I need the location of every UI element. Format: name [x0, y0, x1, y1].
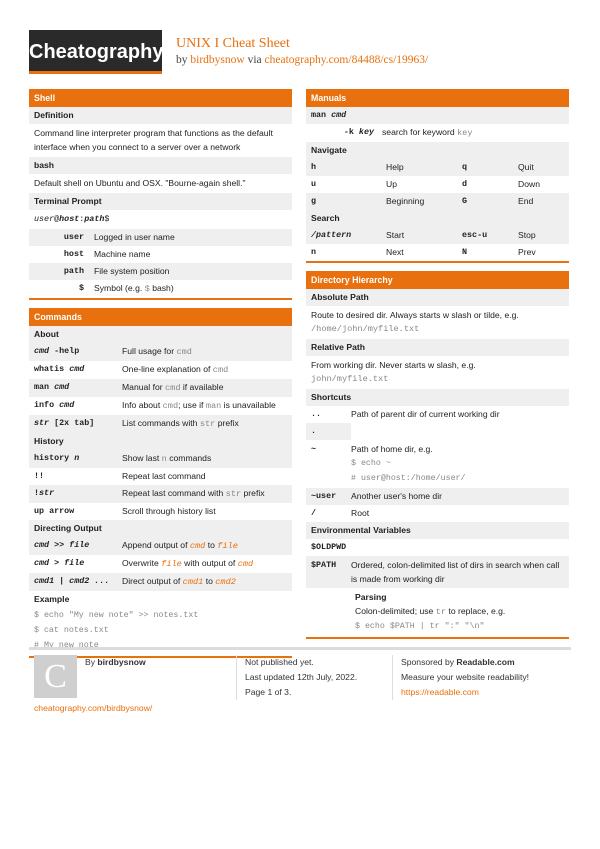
- desc-code: cmd: [176, 347, 192, 357]
- key: g: [311, 196, 317, 206]
- key-desc: Prev: [518, 247, 536, 257]
- prompt-host: host: [59, 214, 80, 224]
- key-desc: Stop: [518, 230, 536, 240]
- prompt-user: user: [34, 214, 55, 224]
- command-desc: [122, 361, 292, 379]
- row-desc: File system position: [94, 266, 170, 276]
- shortcut-desc: [351, 423, 569, 440]
- desc-text: to: [205, 540, 218, 550]
- cheatography-logo[interactable]: Cheatography: [29, 30, 162, 74]
- sheet-url-link[interactable]: cheatography.com/84488/cs/19963/: [264, 54, 429, 66]
- env-desc: Ordered, colon-delimited list of dirs in search when call is made from working dir: [351, 560, 560, 584]
- table-row: [306, 227, 569, 244]
- desc-text: prefix: [215, 418, 239, 428]
- command-key: cmd >> file: [34, 540, 90, 550]
- desc-text: with output of: [181, 558, 238, 568]
- desc-text: if available: [180, 382, 224, 392]
- desc-text: search for keyword: [382, 127, 457, 137]
- table-row: [29, 246, 292, 263]
- cmd-part: history: [34, 453, 75, 463]
- man-command: [306, 107, 516, 124]
- desc-code: str: [225, 489, 242, 499]
- key-desc: Start: [386, 230, 405, 240]
- table-row: [29, 263, 292, 280]
- table-row: [29, 343, 292, 361]
- subheading: Relative Path: [306, 339, 569, 356]
- prompt-example: [29, 210, 292, 229]
- directory-section: [306, 271, 569, 639]
- desc-text: prefix: [241, 488, 265, 498]
- table-row: [306, 539, 569, 556]
- shortcut-key: /: [311, 508, 317, 518]
- parsing-heading: Parsing: [355, 592, 387, 602]
- desc-text: List commands with: [122, 418, 200, 428]
- section-title: Directory Hierarchy: [306, 271, 569, 289]
- table-row: [29, 555, 292, 573]
- published-status: Not published yet.: [245, 657, 314, 667]
- table-row: [29, 503, 292, 520]
- command-key: [29, 450, 122, 467]
- desc-code: man: [205, 401, 222, 411]
- prompt-dollar: $: [104, 214, 110, 224]
- byline: [176, 54, 428, 66]
- desc-code: cmd2: [215, 577, 236, 587]
- shortcut-key: ~user: [311, 491, 337, 501]
- table-row: [29, 379, 292, 397]
- prompt-path: path: [84, 214, 105, 224]
- desc-text: bash): [149, 283, 174, 293]
- desc-code: $: [144, 284, 150, 294]
- key-desc: Beginning: [386, 196, 425, 206]
- table-row: [29, 397, 292, 415]
- navigate-table: [306, 159, 569, 210]
- code-line: # My new note: [34, 641, 99, 650]
- footer-author-link[interactable]: birdbysnow: [97, 657, 146, 667]
- key-desc: Help: [386, 162, 404, 172]
- desc-text: commands: [166, 453, 212, 463]
- key: q: [462, 162, 468, 172]
- desc-text: Scroll through history list: [122, 506, 216, 516]
- shortcut-desc: Another user's home dir: [351, 491, 442, 501]
- right-column: [306, 89, 569, 647]
- subheading: History: [29, 433, 292, 450]
- key-desc: Up: [386, 179, 397, 189]
- via-label: via: [247, 54, 262, 66]
- shortcut-desc: [351, 442, 466, 486]
- command-desc: [122, 397, 292, 415]
- desc-text: Info about: [122, 400, 163, 410]
- parsing-desc: [355, 604, 564, 619]
- command-desc: [122, 450, 292, 468]
- manuals-section: [306, 89, 569, 263]
- row-key: host: [63, 249, 84, 259]
- command-key: [29, 415, 122, 432]
- desc-code: tr: [435, 607, 447, 617]
- footer-author: [85, 655, 146, 670]
- desc-text: Path of home dir, e.g.: [351, 444, 433, 454]
- footer-divider-1: [236, 655, 237, 700]
- sponsor-label: Sponsored by: [401, 657, 457, 667]
- table-row: [29, 415, 292, 433]
- section-title: Manuals: [306, 89, 569, 107]
- desc-code: file: [217, 541, 238, 551]
- left-column: [29, 89, 292, 666]
- command-key: [29, 485, 122, 502]
- rel-code: john/myfile.txt: [311, 374, 389, 384]
- desc-text: to replace, e.g.: [446, 606, 506, 616]
- row-key: path: [63, 266, 84, 276]
- search-table: [306, 227, 569, 261]
- section-title: Shell: [29, 89, 292, 107]
- subheading: Terminal Prompt: [29, 193, 292, 210]
- command-desc: [122, 379, 292, 397]
- command-key: [29, 503, 122, 520]
- command-desc: [122, 503, 292, 520]
- footer-divider: [29, 647, 571, 650]
- page-title: UNIX I Cheat Sheet: [176, 36, 290, 51]
- key: esc-u: [462, 230, 488, 240]
- desc-text: One-line explanation of: [122, 364, 213, 374]
- cmd-part: cmd: [54, 382, 70, 392]
- desc-text: Append output of: [122, 540, 190, 550]
- subheading: bash: [29, 157, 292, 174]
- command-key: [29, 343, 122, 360]
- subheading: Directing Output: [29, 520, 292, 537]
- table-row: [306, 440, 569, 488]
- desc-text: Overwrite: [122, 558, 162, 568]
- shortcut-desc: Path of parent dir of current working dir: [351, 409, 500, 419]
- cmd-part: n: [74, 453, 80, 463]
- subheading: Environmental Variables: [306, 522, 569, 539]
- env-var: $PATH: [311, 560, 337, 570]
- desc-code: file: [161, 559, 182, 569]
- row-key: user: [63, 232, 84, 242]
- abs-code: /home/john/myfile.txt: [311, 324, 420, 334]
- table-row: [29, 573, 292, 591]
- cmd-part: cmd: [69, 364, 85, 374]
- subheading: Navigate: [306, 142, 569, 159]
- k-desc: [382, 124, 472, 142]
- desc-code: cmd: [165, 383, 181, 393]
- last-updated: Last updated 12th July, 2022.: [245, 672, 358, 682]
- cmd-part: !: [34, 488, 40, 498]
- desc-text: Colon-delimited; use: [355, 606, 436, 616]
- desc-code: str: [199, 419, 216, 429]
- cmd-part: [2x tab]: [49, 418, 95, 428]
- shell-section: [29, 89, 292, 300]
- table-row: [306, 505, 569, 522]
- table-row: [306, 556, 569, 588]
- desc-text: is unavailable: [221, 400, 276, 410]
- table-row: [29, 537, 292, 555]
- desc-code: n: [161, 454, 167, 464]
- table-row: [306, 176, 569, 193]
- flag: -k: [343, 127, 359, 137]
- cmd-part: whatis: [34, 364, 70, 374]
- code-line: $ echo "My new note" >> notes.txt: [34, 611, 199, 620]
- footer-meta: [245, 655, 357, 700]
- table-row: [29, 280, 292, 298]
- desc-code: cmd: [162, 401, 179, 411]
- bash-text: Default shell on Ubuntu and OSX. "Bourne-again shell.": [34, 178, 246, 188]
- cmd-part: info: [34, 400, 60, 410]
- history-table: [29, 450, 292, 520]
- desc-code: cmd: [237, 559, 254, 569]
- table-row: [29, 361, 292, 379]
- row-desc: Machine name: [94, 249, 151, 259]
- key-desc: Down: [518, 179, 540, 189]
- author-url-link[interactable]: cheatography.com/birdbysnow/: [34, 703, 153, 713]
- desc-code: cmd: [189, 541, 206, 551]
- table-row: [306, 406, 569, 423]
- subheading: Definition: [29, 107, 292, 124]
- key: h: [311, 162, 317, 172]
- desc-text: Direct output of: [122, 576, 183, 586]
- definition-text: Command line interpreter program that functions as the default interface when you connect to a server over a network: [34, 128, 273, 152]
- subheading: Absolute Path: [306, 289, 569, 306]
- desc-text: ; use if: [178, 400, 206, 410]
- page-number: Page 1 of 3.: [245, 687, 292, 697]
- man-arg: cmd: [331, 110, 347, 120]
- code-line: $ cat notes.txt: [34, 626, 109, 635]
- by-label: By: [85, 657, 98, 667]
- rel-desc: From working dir. Never starts w slash, e.g.: [311, 360, 476, 370]
- command-key: [29, 361, 122, 378]
- sponsor-tagline: Measure your website readability!: [401, 672, 530, 682]
- command-key: [29, 397, 122, 414]
- desc-text: Repeat last command with: [122, 488, 226, 498]
- command-desc: [122, 468, 292, 485]
- footer-sponsor: [401, 655, 529, 700]
- desc-text: to: [203, 576, 216, 586]
- subheading: About: [29, 326, 292, 343]
- sponsor-name[interactable]: Readable.com: [456, 657, 515, 667]
- abs-desc: Route to desired dir. Always starts w slash or tilde, e.g.: [311, 310, 519, 320]
- code-line: $ echo ~: [351, 459, 391, 468]
- cmd-part: !!: [34, 471, 45, 481]
- command-key: [29, 379, 122, 396]
- shortcut-desc: Root: [351, 508, 370, 518]
- k-flag: [306, 124, 382, 141]
- by-label: by: [176, 54, 188, 66]
- table-row: [306, 107, 569, 124]
- rel-text: [306, 356, 569, 389]
- command-key: [29, 468, 122, 485]
- env-var: $OLDPWD: [311, 542, 347, 552]
- avatar[interactable]: C: [34, 655, 77, 698]
- desc-code: key: [457, 128, 473, 138]
- command-desc: [122, 537, 292, 555]
- prompt-at: @: [54, 214, 60, 224]
- desc-text: Show last: [122, 453, 162, 463]
- commands-section: [29, 308, 292, 658]
- cmd-part: -help: [49, 346, 80, 356]
- command-desc: [122, 485, 292, 503]
- table-row: [306, 193, 569, 210]
- table-row: [306, 488, 569, 505]
- code-line: $ echo $PATH | tr ":" "\n": [355, 622, 485, 631]
- author-link[interactable]: birdbysnow: [190, 54, 245, 66]
- author-url: [34, 701, 152, 716]
- cmd-part: cmd: [34, 346, 50, 356]
- desc-text: Repeat last command: [122, 471, 206, 481]
- command-key: cmd1 | cmd2 ...: [34, 576, 110, 586]
- table-row: [306, 124, 569, 142]
- parsing-block: [306, 588, 569, 637]
- about-table: [29, 343, 292, 433]
- redirect-table: [29, 537, 292, 591]
- abs-text: [306, 306, 569, 339]
- flag-arg: key: [358, 127, 374, 137]
- command-desc: [122, 573, 292, 591]
- key: u: [311, 179, 317, 189]
- shortcut-key: .: [306, 423, 351, 440]
- desc-code: cmd1: [182, 577, 204, 587]
- command-desc: [122, 343, 292, 361]
- key: G: [462, 196, 468, 206]
- key-desc: Next: [386, 247, 404, 257]
- table-row: [29, 468, 292, 485]
- row-key: $: [78, 283, 84, 293]
- desc-text: Manual for: [122, 382, 165, 392]
- man-keyword: man: [311, 110, 332, 120]
- subheading: Shortcuts: [306, 389, 569, 406]
- example-heading: Example: [34, 594, 70, 604]
- cmd-part: str: [34, 418, 50, 428]
- cmd-part: cmd: [59, 400, 75, 410]
- desc-code: cmd: [212, 365, 229, 375]
- command-key: cmd > file: [34, 558, 85, 568]
- section-title: Commands: [29, 308, 292, 326]
- cmd-part: man: [34, 382, 55, 392]
- shortcut-key: ~: [311, 444, 317, 454]
- cmd-part: up arrow: [34, 506, 75, 516]
- row-desc: Logged in user name: [94, 232, 175, 242]
- sponsor-line: [401, 655, 529, 670]
- prompt-table: [29, 229, 292, 298]
- key: d: [462, 179, 468, 189]
- table-row: [306, 244, 569, 261]
- shortcut-key: ..: [311, 409, 322, 419]
- key-desc: Quit: [518, 162, 534, 172]
- prompt-colon: :: [79, 214, 85, 224]
- sponsor-link[interactable]: https://readable.com: [401, 687, 479, 697]
- command-desc: [122, 555, 292, 573]
- code-line: # user@host:/home/user/: [351, 474, 466, 483]
- subheading: Search: [306, 210, 569, 227]
- table-row: [29, 450, 292, 468]
- table-row: [29, 229, 292, 246]
- row-desc: [90, 280, 174, 298]
- key: N: [462, 247, 468, 257]
- key-desc: End: [518, 196, 534, 206]
- table-row: [29, 485, 292, 503]
- desc-text: Full usage for: [122, 346, 177, 356]
- key: /pattern: [311, 230, 352, 240]
- cmd-part: str: [39, 488, 55, 498]
- key: n: [311, 247, 317, 257]
- desc-text: Symbol (e.g.: [94, 283, 145, 293]
- table-row: [306, 159, 569, 176]
- table-row: [306, 423, 569, 440]
- command-desc: [122, 415, 292, 433]
- footer-divider-2: [392, 655, 393, 700]
